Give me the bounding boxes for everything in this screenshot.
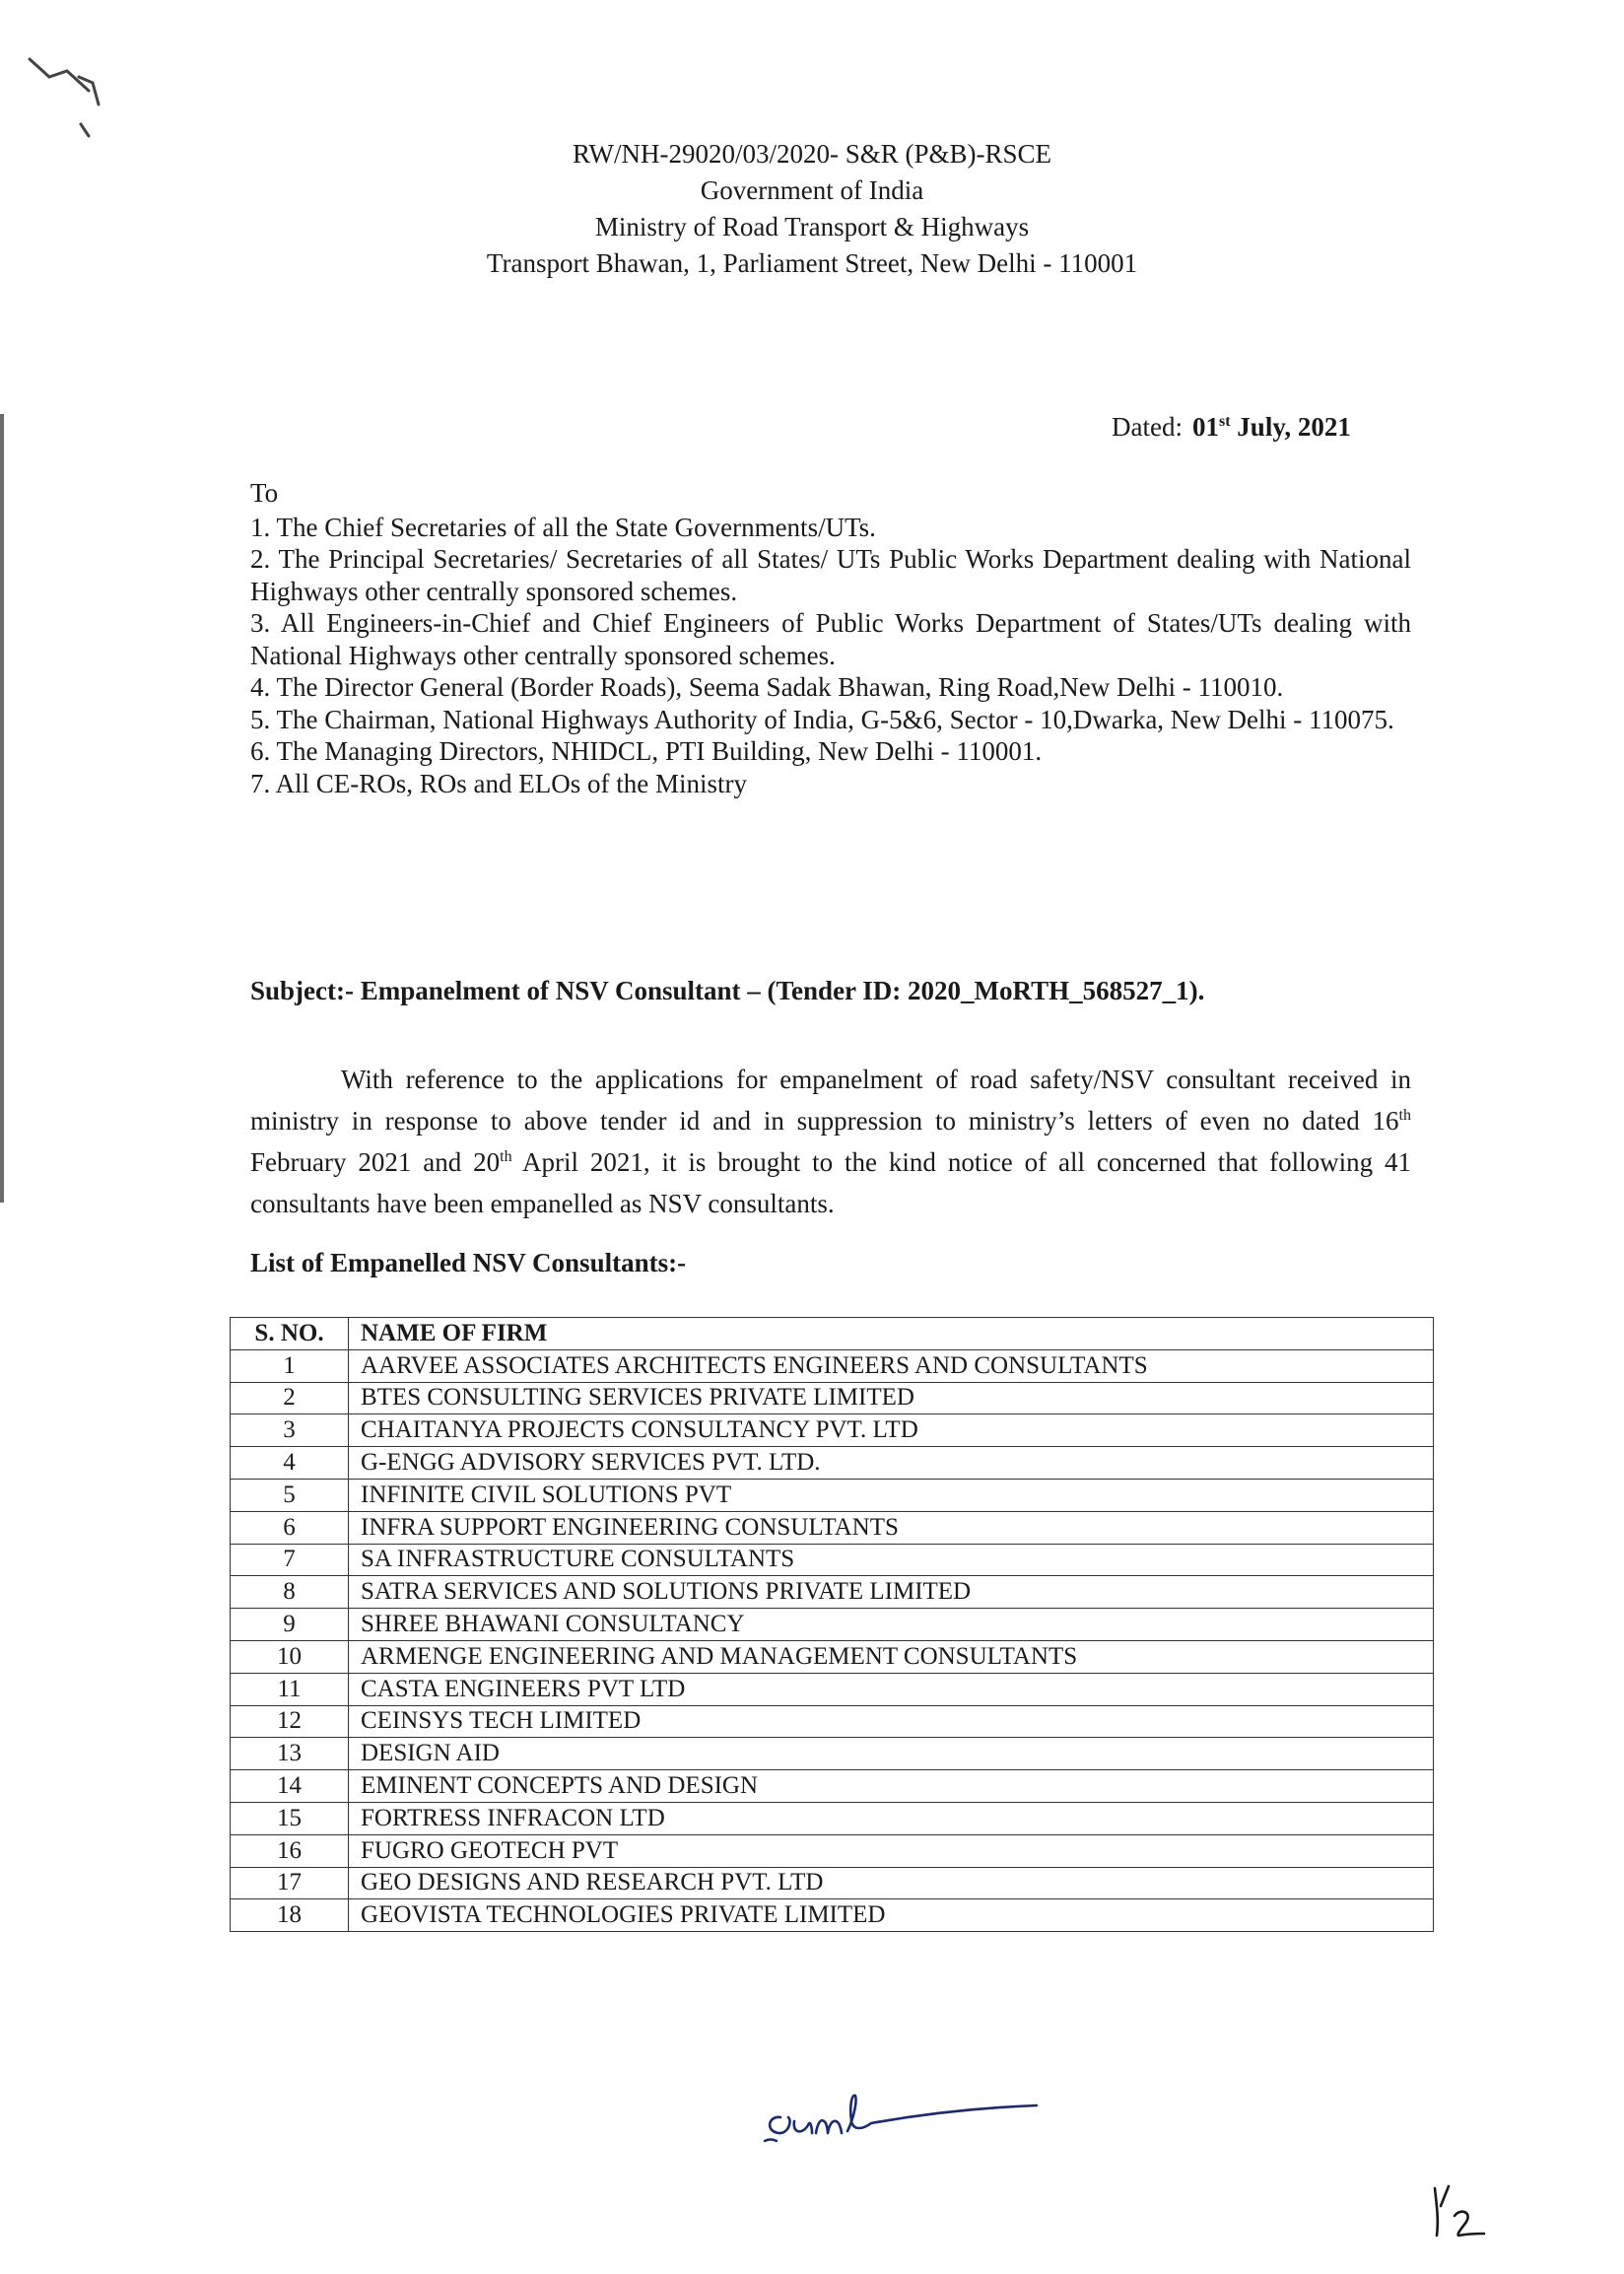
addressee-list — [250, 477, 1411, 799]
table-row — [231, 1544, 1434, 1576]
table-row — [231, 1609, 1434, 1641]
addressee-item: 6. The Managing Directors, NHIDCL, PTI Building, New Delhi - 110001. — [250, 736, 1043, 766]
row-firm-name: DESIGN AID — [349, 1738, 1434, 1770]
row-sno: 5 — [231, 1479, 349, 1511]
address-line: Transport Bhawan, 1, Parliament Street, New Delhi - 110001 — [486, 248, 1138, 278]
body-text-part: April 2021, it is brought to the kind notice of all concerned that following 41 consultants have been empanelled as NSV consultants. — [250, 1147, 1412, 1218]
date-value — [1192, 412, 1351, 442]
row-firm-name: EMINENT CONCEPTS AND DESIGN — [349, 1770, 1434, 1803]
row-sno: 11 — [231, 1673, 349, 1705]
column-header-sno: S. NO. — [231, 1318, 349, 1350]
row-sno: 8 — [231, 1576, 349, 1609]
table-row — [231, 1479, 1434, 1511]
table-row — [231, 1414, 1434, 1447]
table-row — [231, 1705, 1434, 1738]
row-sno: 3 — [231, 1414, 349, 1447]
consultants-table — [230, 1317, 1434, 1932]
row-sno: 13 — [231, 1738, 349, 1770]
row-sno: 15 — [231, 1802, 349, 1834]
scan-edge-shadow — [0, 414, 4, 1203]
row-firm-name: SA INFRASTRUCTURE CONSULTANTS — [349, 1544, 1434, 1576]
scan-speck-mark — [20, 30, 108, 138]
row-firm-name: BTES CONSULTING SERVICES PRIVATE LIMITED — [349, 1382, 1434, 1414]
table-row — [231, 1511, 1434, 1544]
row-firm-name: CASTA ENGINEERS PVT LTD — [349, 1673, 1434, 1705]
letter-header — [0, 136, 1624, 282]
date-day-suffix: st — [1218, 413, 1231, 430]
ministry-line: Ministry of Road Transport & Highways — [594, 212, 1030, 241]
row-firm-name: INFRA SUPPORT ENGINEERING CONSULTANTS — [349, 1511, 1434, 1544]
addressee-item: 1. The Chief Secretaries of all the State Governments/UTs. — [250, 512, 876, 542]
table-row — [231, 1867, 1434, 1899]
row-sno: 16 — [231, 1834, 349, 1867]
row-firm-name: AARVEE ASSOCIATES ARCHITECTS ENGINEERS AND CONSULTANTS — [349, 1349, 1434, 1382]
row-firm-name: CEINSYS TECH LIMITED — [349, 1705, 1434, 1738]
body-text-part: With reference to the applications for empanelment of road safety/NSV consultant received in ministry in response to above tender id and in suppression to ministry’s letters of even no dated 16 — [250, 1065, 1411, 1136]
list-heading: List of Empanelled NSV Consultants:- — [250, 1248, 687, 1277]
table-row — [231, 1899, 1434, 1932]
reference-number: RW/NH-29020/03/2020- S&R (P&B)-RSCE — [572, 139, 1052, 169]
table-row — [231, 1770, 1434, 1803]
addressee-item: 4. The Director General (Border Roads), Seema Sadak Bhawan, Ring Road,New Delhi - 110010. — [250, 672, 1284, 702]
row-sno: 14 — [231, 1770, 349, 1803]
date-month-year: July, 2021 — [1230, 412, 1351, 442]
row-firm-name: GEOVISTA TECHNOLOGIES PRIVATE LIMITED — [349, 1899, 1434, 1932]
addressee-item: 2. The Principal Secretaries/ Secretaries of all States/ UTs Public Works Department dealing with National Highways other centrally sponsored schemes. — [250, 544, 1411, 606]
row-sno: 17 — [231, 1867, 349, 1899]
table-row — [231, 1447, 1434, 1480]
body-superscript: th — [1398, 1107, 1411, 1124]
row-firm-name: SATRA SERVICES AND SOLUTIONS PRIVATE LIMITED — [349, 1576, 1434, 1609]
table-body — [231, 1349, 1434, 1931]
government-line: Government of India — [700, 175, 924, 205]
to-label: To — [250, 478, 279, 508]
date-day: 01 — [1191, 412, 1219, 442]
row-sno: 6 — [231, 1511, 349, 1544]
row-sno: 2 — [231, 1382, 349, 1414]
body-paragraph — [250, 1059, 1411, 1224]
subject-line: Subject:- Empanelment of NSV Consultant – (Tender ID: 2020_MoRTH_568527_1). — [250, 976, 1205, 1005]
addressee-item: 7. All CE-ROs, ROs and ELOs of the Ministry — [250, 768, 747, 798]
table-row — [231, 1834, 1434, 1867]
row-sno: 9 — [231, 1609, 349, 1641]
handwritten-signature — [759, 2078, 1054, 2167]
addressee-item: 3. All Engineers-in-Chief and Chief Engineers of Public Works Department of States/UTs dealing with National Highways other centrally sponsored schemes. — [250, 608, 1411, 670]
row-sno: 10 — [231, 1640, 349, 1673]
row-sno: 4 — [231, 1447, 349, 1480]
row-firm-name: FORTRESS INFRACON LTD — [349, 1802, 1434, 1834]
dated-line — [1112, 412, 1351, 443]
column-header-name: NAME OF FIRM — [349, 1318, 1434, 1350]
table-row — [231, 1382, 1434, 1414]
row-firm-name: GEO DESIGNS AND RESEARCH PVT. LTD — [349, 1867, 1434, 1899]
table-row — [231, 1640, 1434, 1673]
row-sno: 1 — [231, 1349, 349, 1382]
row-firm-name: CHAITANYA PROJECTS CONSULTANCY PVT. LTD — [349, 1414, 1434, 1447]
row-firm-name: FUGRO GEOTECH PVT — [349, 1834, 1434, 1867]
row-firm-name: INFINITE CIVIL SOLUTIONS PVT — [349, 1479, 1434, 1511]
row-firm-name: G-ENGG ADVISORY SERVICES PVT. LTD. — [349, 1447, 1434, 1480]
row-firm-name: ARMENGE ENGINEERING AND MANAGEMENT CONSULTANTS — [349, 1640, 1434, 1673]
addressee-item: 5. The Chairman, National Highways Authority of India, G-5&6, Sector - 10,Dwarka, New Delhi - 110075. — [250, 704, 1394, 734]
row-firm-name: SHREE BHAWANI CONSULTANCY — [349, 1609, 1434, 1641]
dated-label: Dated: — [1112, 412, 1183, 442]
row-sno: 7 — [231, 1544, 349, 1576]
table-row — [231, 1349, 1434, 1382]
table-row — [231, 1576, 1434, 1609]
row-sno: 18 — [231, 1899, 349, 1932]
table-row — [231, 1673, 1434, 1705]
row-sno: 12 — [231, 1705, 349, 1738]
table-row — [231, 1738, 1434, 1770]
body-superscript: th — [500, 1148, 512, 1165]
table-row — [231, 1802, 1434, 1834]
body-text-part: February 2021 and 20 — [250, 1147, 501, 1177]
page-number-mark — [1419, 2176, 1508, 2245]
table-header-row — [231, 1318, 1434, 1350]
